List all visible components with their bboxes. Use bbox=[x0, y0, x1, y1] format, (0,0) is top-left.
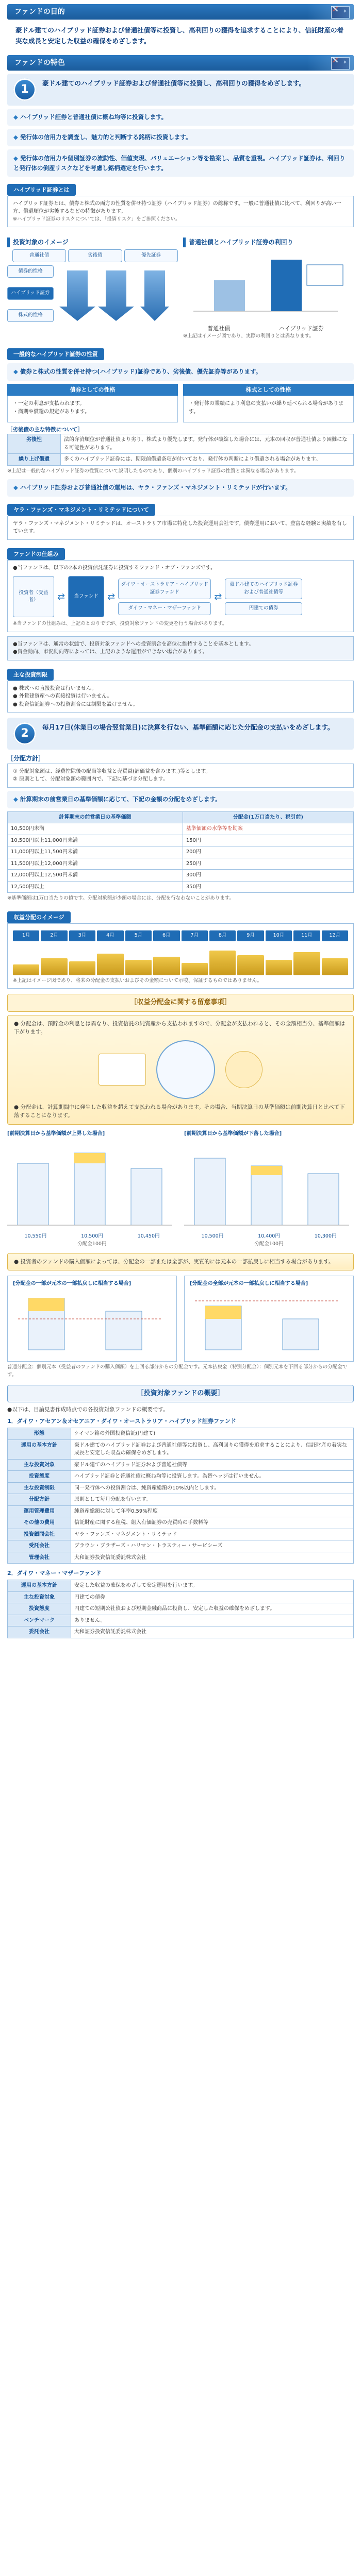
dist-image-section bbox=[7, 907, 354, 1379]
warn-text: 分配金は、計算期間中に発生した収益を超えて支払われる場合があります。その場合、当期決算日の基準価額は前期決算日と比べて下落することになります。 bbox=[14, 1104, 345, 1119]
point-number-2: 2 bbox=[13, 722, 36, 745]
table-cell: 300円 bbox=[183, 870, 353, 882]
restriction-text: 投資信託証券への投資割合には制限を設けません。 bbox=[19, 701, 138, 707]
dist-image-box bbox=[7, 923, 354, 989]
dist-policy-text: 分配対象額は、経費控除後の配当等収益と売買益(評価益を含みます。)等とします。 bbox=[19, 768, 211, 774]
arrow-diagram bbox=[57, 265, 170, 322]
stock-nature-text: ・発行体の業績により利息の支払いが繰り延べられる場合があります。 bbox=[183, 396, 354, 422]
coin-stacks bbox=[13, 944, 348, 975]
table-header: 分配金(1万口当たり、税引前) bbox=[183, 811, 353, 823]
coin-stack bbox=[97, 954, 123, 975]
case-left-values bbox=[7, 1233, 177, 1241]
warn-title: ［収益分配金に関する留意事項］ bbox=[7, 994, 354, 1011]
hybrid-note: ※ハイブリッド証券のリスクについては、「投資リスク」をご参照ください。 bbox=[13, 216, 180, 222]
table-row bbox=[8, 835, 354, 846]
down-arrow-icon bbox=[140, 270, 169, 321]
coin-stack bbox=[69, 961, 95, 975]
table-key: 分配方針 bbox=[8, 1494, 71, 1506]
table-value: 信託財産に関する租税、組入有価証券の売買時の手数料等 bbox=[71, 1517, 354, 1529]
table-row bbox=[8, 1439, 354, 1459]
table-row bbox=[8, 1591, 354, 1603]
restriction-text: 外貨建資産への直接投資は行いません。 bbox=[19, 693, 112, 700]
bond-nature bbox=[7, 384, 178, 422]
flow-arrow-icon: ⇄ bbox=[57, 591, 65, 602]
table-row bbox=[8, 1580, 354, 1592]
node-target-hybrid: ダイワ・オーストラリア・ハイブリッド証券ファンド bbox=[118, 579, 211, 599]
market-note-box bbox=[7, 636, 354, 660]
features-bar bbox=[7, 55, 354, 71]
case-value: 10,300円 bbox=[314, 1233, 337, 1240]
table-value: ケイマン籍の外国投資信託(円建て) bbox=[71, 1428, 354, 1440]
table-cell: 10,500円未満 bbox=[8, 823, 183, 835]
restrictions-box bbox=[7, 681, 354, 713]
dist-policy-item: ① 分配対象額は、経費控除後の配当等収益と売買益(評価益を含みます。)等とします。 bbox=[13, 768, 211, 774]
case-right bbox=[184, 1130, 354, 1248]
diagram-left-title: 投資対象のイメージ bbox=[7, 238, 178, 247]
diagram-col: 優先証券 bbox=[124, 249, 178, 262]
hybrid-nature-note: ※上記は一般的なハイブリッド証券の性質について説明したものであり、個別のハイブリッド証券の性質とは異なる場合があります。 bbox=[7, 468, 299, 474]
fund-circle bbox=[156, 1040, 215, 1099]
features-head: ［劣後債の主な特徴について］ bbox=[7, 427, 83, 433]
yield-bar-bond bbox=[214, 280, 245, 311]
table-key: ベンチマーク bbox=[8, 1615, 71, 1626]
table-key: 形態 bbox=[8, 1428, 71, 1440]
table-value: 純資産総額に対して年率0.59%程度 bbox=[71, 1505, 354, 1517]
table-row bbox=[8, 434, 354, 454]
month-cell: 2月 bbox=[41, 930, 67, 941]
case-value: 10,450円 bbox=[137, 1233, 160, 1240]
coin-stack bbox=[41, 958, 67, 975]
table-cell: 350円 bbox=[183, 881, 353, 893]
feature-bullet: ◆ 発行体の信用力や個別証券の流動性、価値実現、バリュエーション等を勘案し、品質を重視。ハイブリッド証券は、利回りと発行体の倒産リスクなどを考慮し銘柄選定を行います。 bbox=[7, 149, 354, 177]
month-cell: 10月 bbox=[266, 930, 292, 941]
bond-nature-text: ・一定の利息が支払われます。 ・満期や償還の規定があります。 bbox=[7, 396, 178, 422]
table-cell: 12,000円以上12,500円未満 bbox=[8, 870, 183, 882]
nature-compare bbox=[7, 384, 354, 422]
manager-text: ヤラ・ファンズ・マネジメント・リミテッドは、オーストラリア市場に特化した投資運用会社です。債券運用において、豊富な経験と実績を有しています。 bbox=[7, 516, 354, 540]
case-value: 10,400円 bbox=[258, 1233, 280, 1240]
diagram-row: ハイブリッド証券 bbox=[7, 287, 54, 300]
table-value: 原則として毎月分配を行います。 bbox=[71, 1494, 354, 1506]
table-key: 投資態度 bbox=[8, 1603, 71, 1615]
structure-note: ※当ファンドの仕組みは、上記のとおりですが、投資対象ファンドの変更を行う場合があります。 bbox=[13, 621, 227, 627]
restriction-item: ● 外貨建資産への直接投資は行いません。 bbox=[13, 693, 112, 700]
structure-box bbox=[7, 560, 354, 632]
table-value: 安定した収益の確保をめざして安定運用を行います。 bbox=[71, 1580, 354, 1592]
node-assets bbox=[225, 579, 302, 615]
coin-stack bbox=[237, 955, 264, 975]
table-value: 大和証券投資信託委託株式会社 bbox=[71, 1626, 354, 1638]
diagram-body bbox=[7, 265, 178, 322]
table-row bbox=[8, 1552, 354, 1564]
case-value: 10,550円 bbox=[24, 1233, 47, 1240]
case-right-title: [前期決算日から基準価額が下落した場合] bbox=[184, 1130, 282, 1137]
overview-intro: ●以下は、目論見書作成時点での各投資対象ファンドの概要です。 bbox=[7, 1406, 169, 1413]
stock-nature bbox=[183, 384, 354, 422]
table-key: 委託会社 bbox=[8, 1626, 71, 1638]
warn-item: ● 分配金は、預貯金の利息とは異なり、投資信託の純資産から支払われますので、分配金が支払われると、その金額相当分、基準価額は下がります。 bbox=[14, 1020, 346, 1035]
table-key: その他の費用 bbox=[8, 1517, 71, 1529]
purpose-section bbox=[7, 0, 354, 52]
restrictions-label: 主な投資制限 bbox=[7, 669, 54, 681]
table-value: 多くのハイブリッド証券には、期限前償還条項が付いており、発行体の判断により償還される場合があります。 bbox=[61, 454, 354, 466]
restriction-text: 株式への直接投資は行いません。 bbox=[19, 685, 97, 691]
case-left-chart bbox=[7, 1138, 172, 1230]
table-cell: 12,500円以上 bbox=[8, 881, 183, 893]
case-right-values bbox=[184, 1233, 354, 1241]
point-number-1: 1 bbox=[13, 78, 36, 101]
table-key: 主な投資制限 bbox=[8, 1482, 71, 1494]
table-key: 投資顧問会社 bbox=[8, 1529, 71, 1540]
table-value: 豪ドル建てのハイブリッド証券および普通社債等に投資し、高利回りの獲得を追求することにより、信託財産の着実な成長と安定した収益の確保をめざします。 bbox=[71, 1439, 354, 1459]
yield-labels bbox=[183, 324, 348, 333]
diagram-col: 劣後債 bbox=[68, 249, 122, 262]
feature-bullet: ◆ 発行体の信用力を調査し、魅力的と判断する銘柄に投資します。 bbox=[7, 129, 354, 146]
dist-policy-box bbox=[7, 764, 354, 788]
warn-text: 分配金は、預貯金の利息とは異なり、投資信託の純資産から支払われますので、分配金が支払われると、その金額相当分、基準価額は下がります。 bbox=[14, 1020, 346, 1035]
table-cell: 11,500円以上12,000円未満 bbox=[8, 858, 183, 870]
market-note: ●当ファンドは、通常の状態で、投資対象ファンドへの投資割合を高位に維持することを基本とします。 bbox=[13, 641, 254, 647]
month-cell: 7月 bbox=[182, 930, 208, 941]
fund2-title: 2．ダイワ・マネー・マザーファンド bbox=[7, 1570, 102, 1577]
month-cell: 3月 bbox=[69, 930, 95, 941]
restrictions-section bbox=[7, 665, 354, 713]
warn-box bbox=[7, 1015, 354, 1125]
down-arrow-icon bbox=[98, 270, 134, 321]
manager-section bbox=[7, 479, 354, 540]
coin-stack bbox=[293, 952, 320, 975]
yield-bar-chart bbox=[183, 249, 348, 321]
table-cell: 200円 bbox=[183, 846, 353, 858]
table-row bbox=[8, 1494, 354, 1506]
point-2 bbox=[7, 718, 354, 750]
table-header-row bbox=[8, 811, 354, 823]
table-row bbox=[8, 1540, 354, 1552]
stock-nature-head: 株式としての性格 bbox=[183, 384, 354, 396]
dist-policy-title: ［分配方針］ bbox=[7, 755, 45, 762]
dist-image-label: 収益分配のイメージ bbox=[7, 911, 71, 923]
table-value: 円建ての短期公社債および短期金融商品に投資し、安定した収益の確保をめざします。 bbox=[71, 1603, 354, 1615]
node-target-money: ダイワ・マネー・マザーファンド bbox=[118, 602, 211, 615]
hybrid-nature-section bbox=[7, 344, 354, 475]
dist-policy-text: 原則として、分配対象額の範囲内で、下記に基づき分配します。 bbox=[19, 776, 168, 783]
yield-label: 普通社債 bbox=[207, 325, 231, 332]
table-cell: 11,000円以上11,500円未満 bbox=[8, 846, 183, 858]
warn-text: 投資者のファンドの購入価額によっては、分配金の一部または全部が、実質的には元本の一部払戻しに相当する場合があります。 bbox=[20, 1259, 334, 1265]
diagram-area bbox=[7, 232, 354, 340]
restriction-item: ● 投資信託証券への投資割合には制限を設けません。 bbox=[13, 701, 138, 707]
table-row bbox=[8, 454, 354, 466]
month-cell: 9月 bbox=[237, 930, 264, 941]
node-targets bbox=[118, 579, 211, 615]
dist-table-note: ※基準価額は1万口当たりの値です。分配対象額が少額の場合には、分配を行なわないことがあります。 bbox=[7, 895, 234, 902]
table-key: 劣後性 bbox=[8, 434, 61, 454]
table-key: 投資態度 bbox=[8, 1471, 71, 1483]
flow-arrow-icon: ⇄ bbox=[107, 591, 116, 602]
features-section bbox=[7, 55, 354, 341]
flow-arrow-icon: ⇄ bbox=[214, 591, 222, 602]
coin-stack bbox=[125, 960, 152, 975]
coin-stack bbox=[209, 951, 236, 975]
structure-flow bbox=[13, 576, 348, 617]
diagram-note: ※上記はイメージ図であり、実際の利回りとは異なります。 bbox=[183, 333, 314, 339]
table-value: 豪ドル建てのハイブリッド証券および普通社債等 bbox=[71, 1459, 354, 1471]
point-1-text: 豪ドル建てのハイブリッド証券および普通社債等に投資し、高利回りの獲得をめざします。 bbox=[42, 79, 306, 87]
warn-item: ● 分配金は、計算期間中に発生した収益を超えて支払われる場合があります。その場合、当期決算日の基準価額は前期決算日と比べて下落することになります。 bbox=[14, 1104, 345, 1119]
market-note-2: ●資金動向、市況動向等によっては、上記のような運用ができない場合があります。 bbox=[13, 649, 208, 655]
purpose-title: ファンドの目的 bbox=[14, 8, 65, 16]
month-cell: 12月 bbox=[322, 930, 348, 941]
structure-intro: ●当ファンドは、以下の2本の投資信託証券に投資するファンド・オブ・ファンズです。 bbox=[13, 565, 216, 571]
month-cell: 8月 bbox=[209, 930, 236, 941]
case-value: 10,500円 bbox=[201, 1233, 224, 1240]
month-calendar bbox=[13, 930, 348, 941]
table-row bbox=[8, 1459, 354, 1471]
table-row bbox=[8, 846, 354, 858]
case-left-caption: 分配金100円 bbox=[77, 1241, 107, 1247]
warn-box-2 bbox=[7, 1253, 354, 1270]
table-key: 管理会社 bbox=[8, 1552, 71, 1564]
distribution-section bbox=[7, 718, 354, 902]
month-cell: 11月 bbox=[293, 930, 320, 941]
hybrid-nature-bullet: ◆ 債券と株式の性質を併せ持つ(ハイブリッド)証券であり、劣後債、優先証券等があります。 bbox=[7, 363, 354, 381]
dist-image-note: ※上記はイメージ図であり、将来の分配金の支払いおよびその金額について示唆、保証するものではありません。 bbox=[13, 978, 262, 984]
table-value: 大和証券投資信託委託株式会社 bbox=[71, 1552, 354, 1564]
node-asset-yen: 円建ての債券 bbox=[225, 602, 302, 615]
table-value: ハイブリッド証券と普通社債に概ね均等に投資します。為替ヘッジは行いません。 bbox=[71, 1471, 354, 1483]
diagram-col: 普通社債 bbox=[12, 249, 66, 262]
fund2-table bbox=[7, 1580, 354, 1638]
partial-cases bbox=[7, 1276, 354, 1362]
table-row bbox=[8, 858, 354, 870]
table-row bbox=[8, 823, 354, 835]
table-value: 法的弁済順位が普通社債より劣り、株式より優先します。発行体が破綻した場合には、元本の回収が普通社債より困難になる可能性があります。 bbox=[61, 434, 354, 454]
features-title: ファンドの特色 bbox=[14, 58, 65, 67]
partial-right-title: [分配金の全部が元本の一部払戻しに相当する場合] bbox=[190, 1281, 308, 1287]
diagram-row: 株式的性格 bbox=[7, 309, 54, 322]
table-row bbox=[8, 870, 354, 882]
partial-note: 普通分配金：個別元本（受益者のファンドの購入価額）を上回る部分からの分配金です。元本払戻金（特別分配金）：個別元本を下回る部分からの分配金です。 bbox=[7, 1364, 348, 1378]
table-cell: 10,500円以上11,000円未満 bbox=[8, 835, 183, 846]
diagram-rows bbox=[7, 265, 54, 322]
australia-flag-icon bbox=[331, 57, 350, 70]
diagram-right bbox=[183, 232, 354, 340]
table-value: ヤラ・ファンズ・マネジメント・リミテッド bbox=[71, 1529, 354, 1540]
table-value: ブラウン・ブラザーズ・ハリマン・トラスティー・サービシーズ bbox=[71, 1540, 354, 1552]
table-row bbox=[8, 1626, 354, 1638]
feature-bullet: ◆ ハイブリッド証券と普通社債に概ね均等に投資します。 bbox=[7, 109, 354, 126]
dist-table bbox=[7, 811, 354, 893]
table-key: 受託会社 bbox=[8, 1540, 71, 1552]
coin-stack bbox=[182, 963, 208, 975]
table-row bbox=[8, 1428, 354, 1440]
warn-diagram bbox=[14, 1040, 347, 1099]
table-key: 運用管理費用 bbox=[8, 1505, 71, 1517]
purpose-bar bbox=[7, 4, 354, 20]
manager-label: ヤラ・ファンズ・マネジメント・リミテッドについて bbox=[7, 504, 155, 516]
overview-label: ［投資対象ファンドの概要］ bbox=[7, 1385, 354, 1402]
down-arrow-icon bbox=[59, 270, 95, 321]
point-2-text: 毎月17日(休業日の場合翌営業日)に決算を行ない、基準価額に応じた分配金の支払いをめざします。 bbox=[42, 723, 334, 732]
table-row bbox=[8, 1603, 354, 1615]
table-header: 計算期末の前営業日の基準価額 bbox=[8, 811, 183, 823]
diagram-cols bbox=[12, 249, 178, 262]
partial-left-chart bbox=[13, 1288, 168, 1355]
warn-item: ● 投資者のファンドの購入価額によっては、分配金の一部または全部が、実質的には元本の一部払戻しに相当する場合があります。 bbox=[14, 1259, 334, 1265]
partial-right bbox=[184, 1276, 354, 1362]
purpose-text: 豪ドル建てのハイブリッド証券および普通社債等に投資し、高利回りの獲得を追求することにより、信託財産の着実な成長と安定した収益の確保をめざします。 bbox=[15, 26, 344, 45]
diagram-row: 債券的性格 bbox=[7, 265, 54, 278]
partial-left bbox=[7, 1276, 177, 1362]
table-cell: 基準価額の水準等を勘案 bbox=[183, 823, 353, 835]
case-value: 10,500円 bbox=[81, 1233, 103, 1240]
yield-label: ハイブリッド証券 bbox=[278, 325, 324, 332]
dist-policy-item: ② 原則として、分配対象額の範囲内で、下記に基づき分配します。 bbox=[13, 776, 168, 783]
structure-label: ファンドの仕組み bbox=[7, 548, 65, 560]
coin-stack bbox=[153, 957, 179, 975]
table-row bbox=[8, 1482, 354, 1494]
fund1-title: 1．ダイワ・アセアン＆オセアニア・ダイワ・オーストラリア・ハイブリッド証券ファンド bbox=[7, 1418, 236, 1425]
table-value: 円建ての債券 bbox=[71, 1591, 354, 1603]
manager-bullet: ◆ ハイブリッド証券および普通社債の運用は、ヤラ・ファンズ・マネジメント・リミテッドが行います。 bbox=[7, 479, 354, 497]
month-cell: 5月 bbox=[125, 930, 152, 941]
diagram-right-title: 普通社債とハイブリッド証券の利回り bbox=[183, 238, 354, 247]
node-investor: 投資者（受益者） bbox=[13, 576, 54, 617]
hybrid-features-table bbox=[7, 434, 354, 466]
dist-target-bullet: ◆ 計算期末の前営業日の基準価額に応じて、下記の金額の分配をめざします。 bbox=[7, 791, 354, 808]
bond-nature-head: 債券としての性格 bbox=[7, 384, 178, 396]
fund1-table bbox=[7, 1428, 354, 1564]
fund-assets-box bbox=[99, 1054, 146, 1086]
overview-section bbox=[7, 1385, 354, 1638]
coin-stack bbox=[322, 958, 348, 975]
yield-bar-hybrid bbox=[271, 260, 302, 311]
table-key: 運用の基本方針 bbox=[8, 1439, 71, 1459]
table-row bbox=[8, 1505, 354, 1517]
table-cell: 150円 bbox=[183, 835, 353, 846]
coin-stack bbox=[13, 964, 39, 975]
table-key: 運用の基本方針 bbox=[8, 1580, 71, 1592]
partial-right-chart bbox=[190, 1288, 344, 1355]
table-value: ありません。 bbox=[71, 1615, 354, 1626]
dist-cases bbox=[7, 1130, 354, 1248]
case-left-title: [前期決算日から基準価額が上昇した場合] bbox=[7, 1130, 105, 1137]
hybrid-text: ハイブリッド証券とは、債券と株式の両方の性質を併せ持つ証券（ハイブリッド証券）の総称です。一般に普通社債に比べて、利回りが高い一方、償還順位が劣後するなどの特徴があります。 bbox=[13, 200, 341, 215]
table-row bbox=[8, 1529, 354, 1540]
table-row bbox=[8, 1471, 354, 1483]
case-left bbox=[7, 1130, 177, 1248]
australia-flag-icon bbox=[331, 6, 350, 19]
table-key: 主な投資対象 bbox=[8, 1459, 71, 1471]
table-key: 繰り上げ償還 bbox=[8, 454, 61, 466]
structure-section bbox=[7, 544, 354, 660]
node-fund: 当ファンド bbox=[68, 576, 104, 617]
month-cell: 1月 bbox=[13, 930, 39, 941]
case-right-chart bbox=[184, 1138, 349, 1230]
distribution-circle bbox=[225, 1051, 262, 1088]
table-cell: 250円 bbox=[183, 858, 353, 870]
hybrid-nature-label: 一般的なハイブリッド証券の性質 bbox=[7, 348, 104, 360]
hybrid-box bbox=[7, 196, 354, 227]
node-asset-hybrid: 豪ドル建てのハイブリッド証券および普通社債等 bbox=[225, 579, 302, 599]
table-row bbox=[8, 881, 354, 893]
yield-callout bbox=[307, 265, 343, 285]
point-1 bbox=[7, 74, 354, 106]
diagram-left bbox=[7, 232, 178, 340]
table-row bbox=[8, 1615, 354, 1626]
table-row bbox=[8, 1517, 354, 1529]
table-value: 同一発行体への投資割合は、純資産総額の10%以内とします。 bbox=[71, 1482, 354, 1494]
month-cell: 4月 bbox=[97, 930, 123, 941]
coin-stack bbox=[266, 960, 292, 975]
partial-left-title: [分配金の一部が元本の一部払戻しに相当する場合] bbox=[13, 1281, 132, 1287]
hybrid-label: ハイブリッド証券とは bbox=[7, 184, 76, 196]
table-key: 主な投資対象 bbox=[8, 1591, 71, 1603]
restriction-item: ● 株式への直接投資は行いません。 bbox=[13, 685, 97, 691]
case-right-caption: 分配金100円 bbox=[254, 1241, 284, 1247]
month-cell: 6月 bbox=[153, 930, 179, 941]
